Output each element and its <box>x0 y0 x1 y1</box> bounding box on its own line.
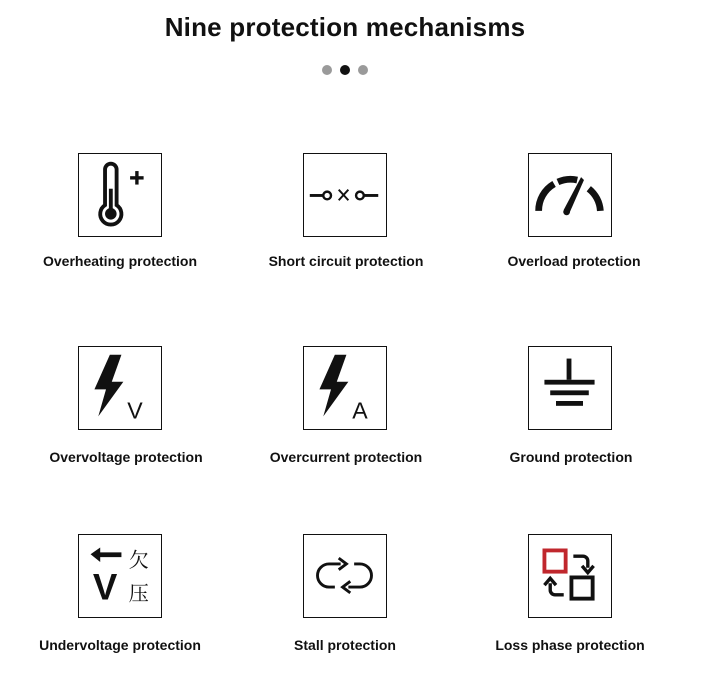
short-circuit-card-icon-box <box>303 153 387 237</box>
ground-card-icon-box <box>528 346 612 430</box>
overload-card-icon-box <box>528 153 612 237</box>
stall-loop-icon <box>304 535 385 616</box>
page-title: Nine protection mechanisms <box>164 12 526 42</box>
loss-phase-label: Loss phase protection <box>495 637 645 653</box>
stall-card-icon-box <box>303 534 387 618</box>
loss-phase-icon <box>529 535 610 616</box>
svg-text:A: A <box>352 397 368 424</box>
overload-label: Overload protection <box>507 253 641 269</box>
gauge-icon <box>529 154 610 235</box>
svg-text:V: V <box>127 397 143 424</box>
carousel-indicator <box>322 65 368 75</box>
undervoltage-label: Undervoltage protection <box>39 637 201 653</box>
ground-label: Ground protection <box>509 449 633 465</box>
short-circuit-icon <box>304 154 385 235</box>
short-circuit-label: Short circuit protection <box>268 253 424 269</box>
svg-text:欠: 欠 <box>128 547 149 572</box>
undervoltage-card-icon-box <box>78 534 162 618</box>
lightning-a-icon <box>304 347 385 428</box>
ground-icon <box>529 347 610 428</box>
overheating-card-icon-box <box>78 153 162 237</box>
stall-label: Stall protection <box>294 637 396 653</box>
overcurrent-card-icon-box <box>303 346 387 430</box>
overvoltage-label: Overvoltage protection <box>49 449 203 465</box>
undervoltage-icon <box>79 535 160 616</box>
svg-text:V: V <box>92 566 118 608</box>
lightning-v-icon <box>79 347 160 428</box>
carousel-dot[interactable] <box>358 65 368 75</box>
loss-phase-card-icon-box <box>528 534 612 618</box>
overcurrent-label: Overcurrent protection <box>269 449 423 465</box>
carousel-dot-active[interactable] <box>340 65 350 75</box>
svg-text:压: 压 <box>128 581 149 606</box>
carousel-dot[interactable] <box>322 65 332 75</box>
overheating-label: Overheating protection <box>42 253 198 269</box>
overvoltage-card-icon-box <box>78 346 162 430</box>
thermometer-plus-icon <box>79 154 160 235</box>
